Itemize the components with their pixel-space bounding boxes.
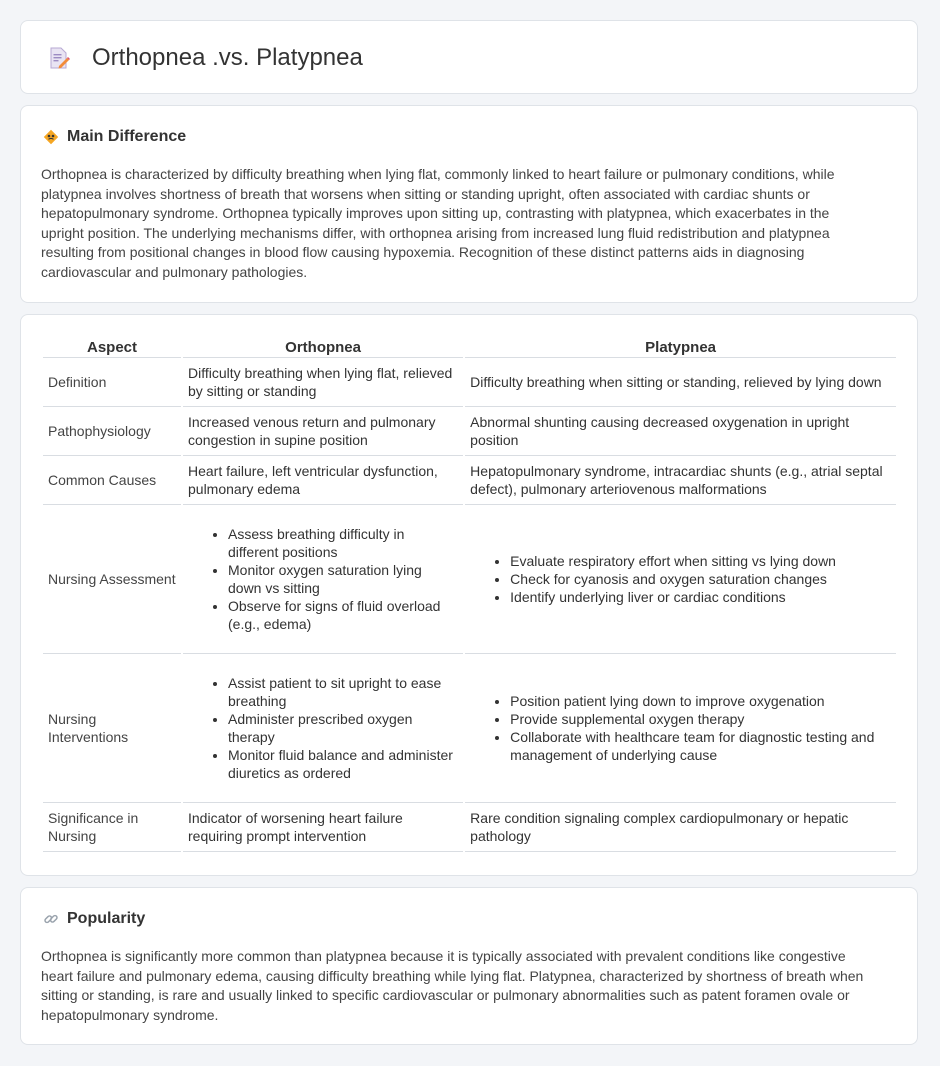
- aspect-cell: Pathophysiology: [43, 407, 181, 456]
- main-difference-text: Orthopnea is characterized by difficulty breathing when lying flat, commonly linked to heart failure or pulmonary conditions, while platypnea involves shortness of breath that worsens when sitting or standing upright, often associated with cardiac shunts or hepatopulmonary syndrome. Orthopnea typically improves upon sitting up, contrasting with platypnea, which exacerbates in the upright position. The underlying mechanisms differ, with orthopnea arising from increased lung fluid redistribution and platypnea resulting from positional changes in blood flow causing hypoxemia. Recognition of these distinct patterns aids in diagnosing cardiovascular and pulmonary pathologies.: [41, 166, 835, 280]
- table-row: [43, 358, 896, 407]
- aspect-cell: Significance in Nursing: [43, 803, 181, 852]
- list-item: • Position patient lying down to improve oxygenation: [510, 692, 891, 710]
- comparison-table: [41, 336, 898, 852]
- table-row: [43, 407, 896, 456]
- list-item: • Evaluate respiratory effort when sitting vs lying down: [510, 552, 891, 570]
- popularity-card: [20, 887, 918, 1045]
- comparison-table-card: [20, 314, 918, 876]
- list-item: • Observe for signs of fluid overload (e.g., edema): [228, 597, 458, 633]
- popularity-heading: Popularity: [67, 910, 146, 927]
- list-item: • Identify underlying liver or cardiac conditions: [510, 588, 891, 606]
- platypnea-cell: Rare condition signaling complex cardiopulmonary or hepatic pathology: [465, 803, 896, 852]
- popularity-text: Orthopnea is significantly more common than platypnea because it is typically associated with prevalent conditions like congestive heart failure and pulmonary edema, causing difficulty breathing while lying flat. Platypnea, characterized by shortness of breath when sitting or standing, is rare and usually linked to specific cardiovascular or pulmonary abnormalities such as patent foramen ovale or hepatopulmonary syndrome.: [41, 948, 864, 1023]
- list-item: • Collaborate with healthcare team for diagnostic testing and management of underlying cause: [510, 728, 891, 764]
- table-row: [43, 505, 896, 654]
- aspect-cell: Nursing Assessment: [43, 505, 181, 654]
- main-difference-heading: Main Difference: [67, 128, 187, 145]
- list-item: • Monitor fluid balance and administer diuretics as ordered: [228, 746, 458, 782]
- orthopnea-cell: [183, 505, 463, 654]
- platypnea-cell: Difficulty breathing when sitting or standing, relieved by lying down: [465, 358, 896, 407]
- orthopnea-cell: Difficulty breathing when lying flat, relieved by sitting or standing: [183, 358, 463, 407]
- table-header-row: [43, 336, 896, 358]
- aspect-cell: Nursing Interventions: [43, 654, 181, 803]
- table-row: [43, 803, 896, 852]
- orthopnea-assessment-list: [188, 525, 458, 633]
- platypnea-cell: [465, 505, 896, 654]
- link-icon: [43, 911, 59, 927]
- main-difference-card: [20, 105, 918, 303]
- list-item: • Assess breathing difficulty in different positions: [228, 525, 458, 561]
- title-card: [20, 20, 918, 94]
- list-item: • Monitor oxygen saturation lying down vs sitting: [228, 561, 458, 597]
- main-difference-header: [43, 127, 186, 147]
- table-row: [43, 456, 896, 505]
- aspect-cell: Common Causes: [43, 456, 181, 505]
- platypnea-interventions-list: [470, 692, 891, 764]
- column-header-orthopnea: Orthopnea: [183, 336, 463, 358]
- platypnea-cell: Abnormal shunting causing decreased oxygenation in upright position: [465, 407, 896, 456]
- column-header-aspect: Aspect: [43, 336, 181, 358]
- table-row: [43, 654, 896, 803]
- list-item: • Check for cyanosis and oxygen saturation changes: [510, 570, 891, 588]
- platypnea-cell: [465, 654, 896, 803]
- list-item: • Assist patient to sit upright to ease breathing: [228, 674, 458, 710]
- platypnea-cell: Hepatopulmonary syndrome, intracardiac shunts (e.g., atrial septal defect), pulmonary arteriovenous malformations: [465, 456, 896, 505]
- orthopnea-cell: Increased venous return and pulmonary congestion in supine position: [183, 407, 463, 456]
- list-item: • Administer prescribed oxygen therapy: [228, 710, 458, 746]
- aspect-cell: Definition: [43, 358, 181, 407]
- column-header-platypnea: Platypnea: [465, 336, 896, 358]
- page-title: Orthopnea .vs. Platypnea: [92, 44, 363, 71]
- orthopnea-interventions-list: [188, 674, 458, 782]
- orthopnea-cell: Heart failure, left ventricular dysfunction, pulmonary edema: [183, 456, 463, 505]
- orthopnea-cell: [183, 654, 463, 803]
- document-pencil-icon: [47, 46, 71, 70]
- platypnea-assessment-list: [470, 552, 891, 606]
- list-item: • Provide supplemental oxygen therapy: [510, 710, 891, 728]
- diamond-warning-icon: [43, 129, 59, 145]
- popularity-header: [43, 909, 145, 929]
- orthopnea-cell: Indicator of worsening heart failure requiring prompt intervention: [183, 803, 463, 852]
